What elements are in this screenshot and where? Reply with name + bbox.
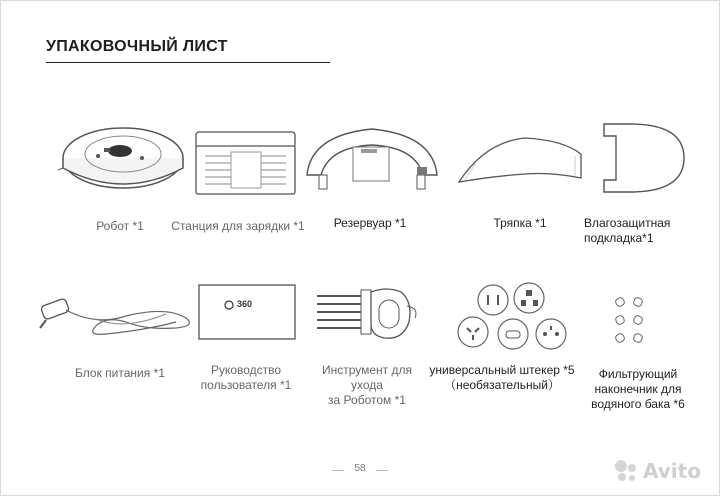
caption-manual <box>190 363 302 393</box>
caption-station: Станция для зарядки *1 <box>171 219 305 233</box>
filter-tips-image <box>610 294 650 346</box>
caption-filter-line1: Фильтрующий <box>598 367 678 381</box>
mop-image <box>455 134 585 188</box>
caption-robot: Робот *1 <box>96 219 144 233</box>
page-title: УПАКОВОЧНЫЙ ЛИСТ <box>46 38 228 55</box>
caption-pad-line2: подкладка*1 <box>584 231 654 245</box>
power-adapter-image <box>36 296 196 346</box>
cleaning-tool-image <box>313 284 423 344</box>
caption-filter-line2: наконечник для <box>594 382 682 396</box>
plugs-image <box>453 282 583 354</box>
caption-plug-line2: （необязательный） <box>444 378 560 392</box>
caption-mop: Тряпка *1 <box>493 216 547 230</box>
avito-logo-icon <box>613 458 639 484</box>
manual-logo: 360 <box>237 299 253 309</box>
caption-tool-line2: за Роботом *1 <box>328 393 406 407</box>
caption-pad-line1: Влагозащитная <box>584 216 671 230</box>
caption-filter-line3: водяного бака *6 <box>591 397 685 411</box>
avito-watermark <box>613 455 713 487</box>
caption-manual-line1: Руководство <box>210 363 282 377</box>
footer-rule-right <box>376 470 388 471</box>
page-footer <box>0 461 720 481</box>
caption-filter <box>578 367 698 412</box>
footer-rule-left <box>332 470 344 471</box>
caption-reservoir: Резервуар *1 <box>333 216 407 230</box>
station-image <box>193 130 298 198</box>
watermark-text: Avito <box>643 459 701 483</box>
pad-image <box>600 120 690 196</box>
manual-image <box>197 283 297 341</box>
caption-pad <box>584 216 694 246</box>
caption-plug <box>427 363 577 393</box>
reservoir-image <box>303 123 441 195</box>
page-number: 58 <box>354 463 366 474</box>
caption-manual-line2: пользователя *1 <box>200 378 292 392</box>
title-underline <box>46 62 330 63</box>
caption-tool <box>306 363 428 408</box>
caption-tool-line1: Инструмент для ухода <box>321 363 413 392</box>
caption-power: Блок питания *1 <box>75 366 165 380</box>
robot-image <box>58 118 188 198</box>
caption-plug-line1: универсальный штекер *5 <box>429 363 575 377</box>
